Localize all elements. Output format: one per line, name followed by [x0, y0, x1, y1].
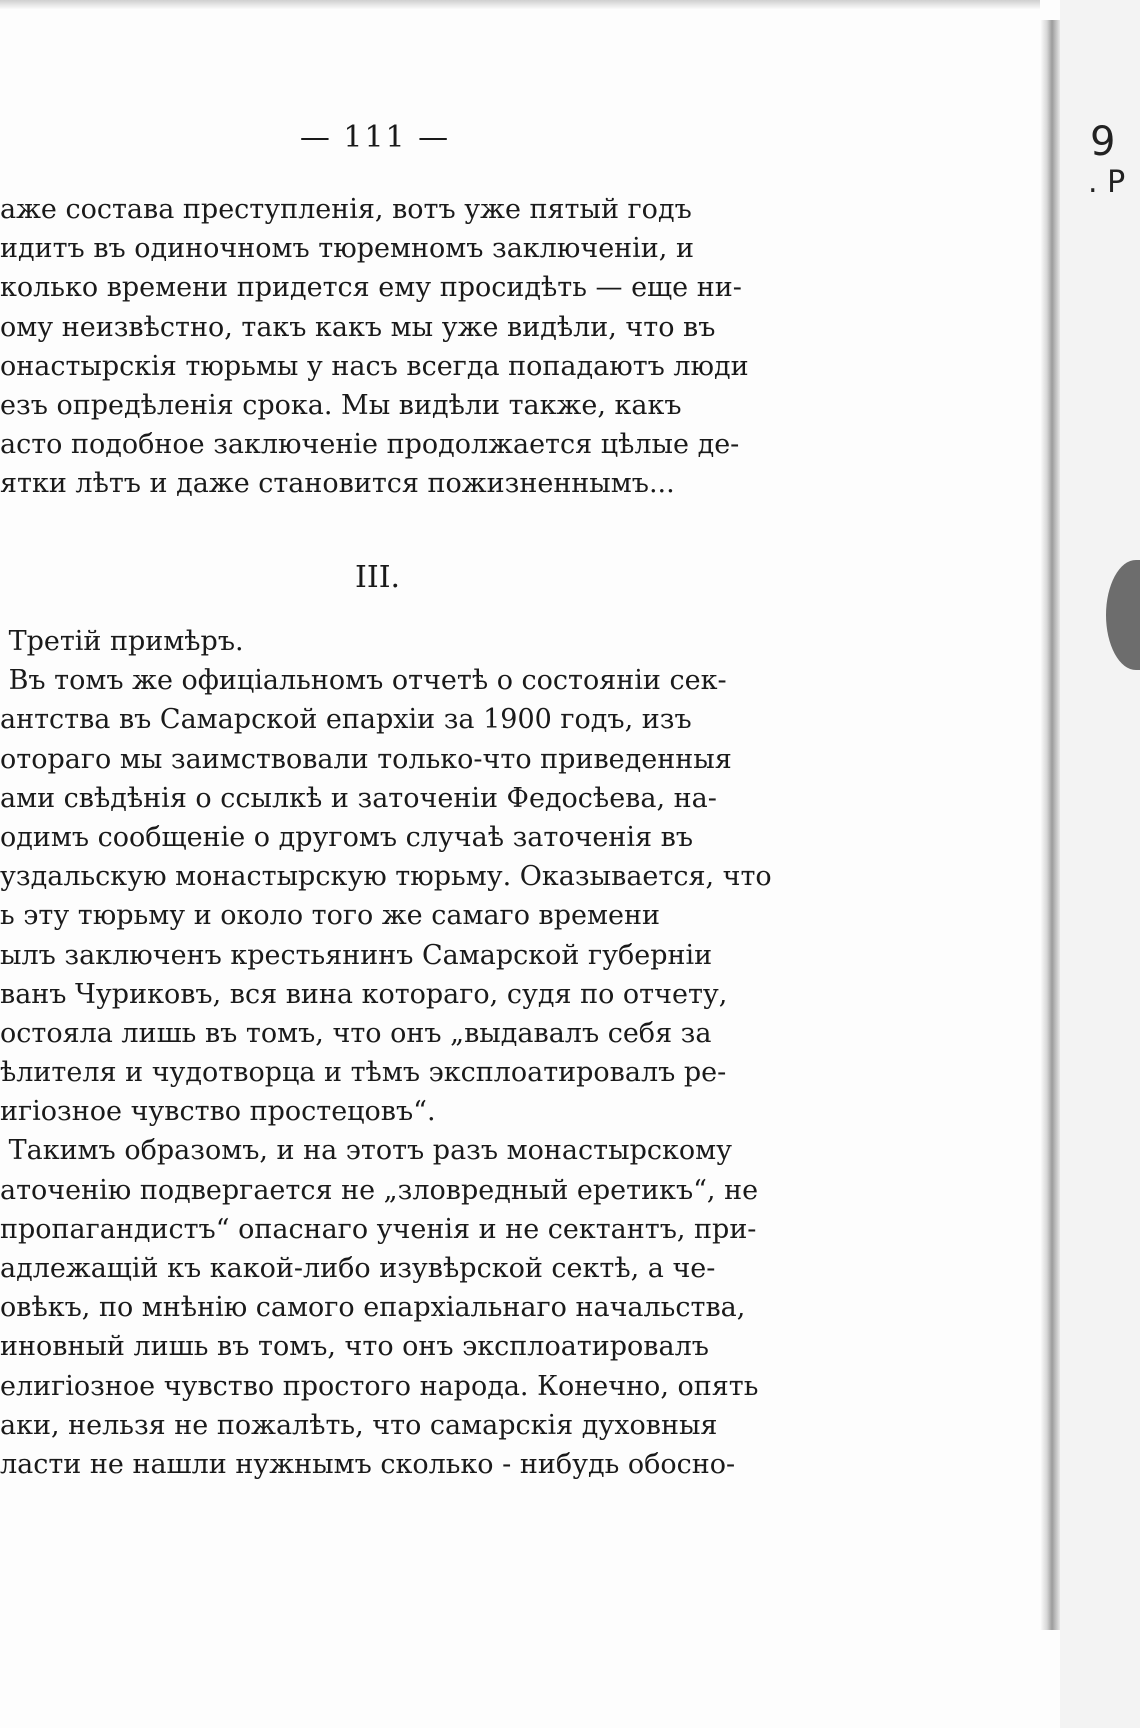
next-page-fragment: 9	[1090, 119, 1116, 165]
page-top-edge	[0, 0, 1040, 10]
text-line: аже состава преступленія, вотъ уже пятый годъ	[0, 194, 692, 225]
opening-paragraph	[0, 190, 810, 504]
text-line: Такимъ образомъ, и на этотъ разъ монастырскому	[0, 1135, 732, 1167]
text-line: колько времени придется ему просидѣть — еще ни-	[0, 272, 742, 304]
text-line: ванъ Чуриковъ, вся вина котораго, судя по отчету,	[0, 978, 728, 1010]
text-line: онастырскія тюрьмы у насъ всегда попадаютъ люди	[0, 350, 749, 382]
next-page-edge	[1060, 0, 1140, 1728]
text-line: игіозное чувство простецовъ“.	[0, 1096, 436, 1128]
running-header: — 111 —	[299, 120, 451, 155]
text-line: аточенію подвергается не „зловредный еретикъ“, не	[0, 1174, 759, 1206]
text-line: езъ опредѣленія срока. Мы видѣли также, какъ	[0, 389, 682, 421]
text-line: ами свѣдѣнія о ссылкѣ и заточеніи Федосѣева, на-	[0, 782, 717, 814]
text-line: ь эту тюрьму и около того же самаго времени	[0, 900, 660, 932]
text-line: асто подобное заключеніе продолжается цѣлые де-	[0, 429, 740, 461]
text-line: ѣлителя и чудотворца и тѣмъ эксплоатировалъ ре-	[0, 1057, 727, 1089]
section-heading: III.	[355, 560, 401, 595]
text-line: адлежащій къ какой-либо изувѣрской сектѣ, а че-	[0, 1253, 716, 1284]
text-line: идитъ въ одиночномъ тюремномъ заключеніи, и	[0, 233, 694, 265]
text-line: ятки лѣтъ и даже становится пожизненнымъ...	[0, 468, 675, 500]
text-line: ласти не нашли нужнымъ сколько - нибудь обосно-	[0, 1448, 736, 1480]
text-line: Въ томъ же офиціальномъ отчетѣ о состояніи сек-	[0, 665, 727, 697]
text-line: пропагандистъ“ опаснаго ученія и не сектантъ, при-	[0, 1213, 757, 1245]
text-line: отораго мы заимствовали только-что приведенныя	[0, 743, 732, 775]
text-line: ылъ заключенъ крестьянинъ Самарской губерніи	[0, 939, 713, 971]
page-fold-shadow	[1040, 20, 1060, 1630]
text-line: аки, нельзя не пожалѣть, что самарскія духовныя	[0, 1409, 718, 1441]
text-line: елигіозное чувство простого народа. Конечно, опять	[0, 1370, 759, 1402]
text-line: антства въ Самарской епархіи за 1900 годъ, изъ	[0, 704, 692, 736]
text-line: остояла лишь въ томъ, что онъ „выдавалъ себя за	[0, 1017, 712, 1049]
next-page-fragment: . P	[1088, 165, 1126, 200]
text-line: иновный лишь въ томъ, что онъ эксплоатировалъ	[0, 1331, 709, 1363]
text-line: Третій примѣръ.	[0, 626, 244, 657]
text-line: уздальскую монастырскую тюрьму. Оказывается, что	[0, 861, 772, 893]
section-body	[0, 622, 810, 1484]
text-line: одимъ сообщеніе о другомъ случаѣ заточенія въ	[0, 821, 694, 853]
text-line: ому неизвѣстно, такъ какъ мы уже видѣли, что въ	[0, 311, 716, 343]
text-line: овѣкъ, по мнѣнію самого епархіальнаго начальства,	[0, 1292, 746, 1324]
